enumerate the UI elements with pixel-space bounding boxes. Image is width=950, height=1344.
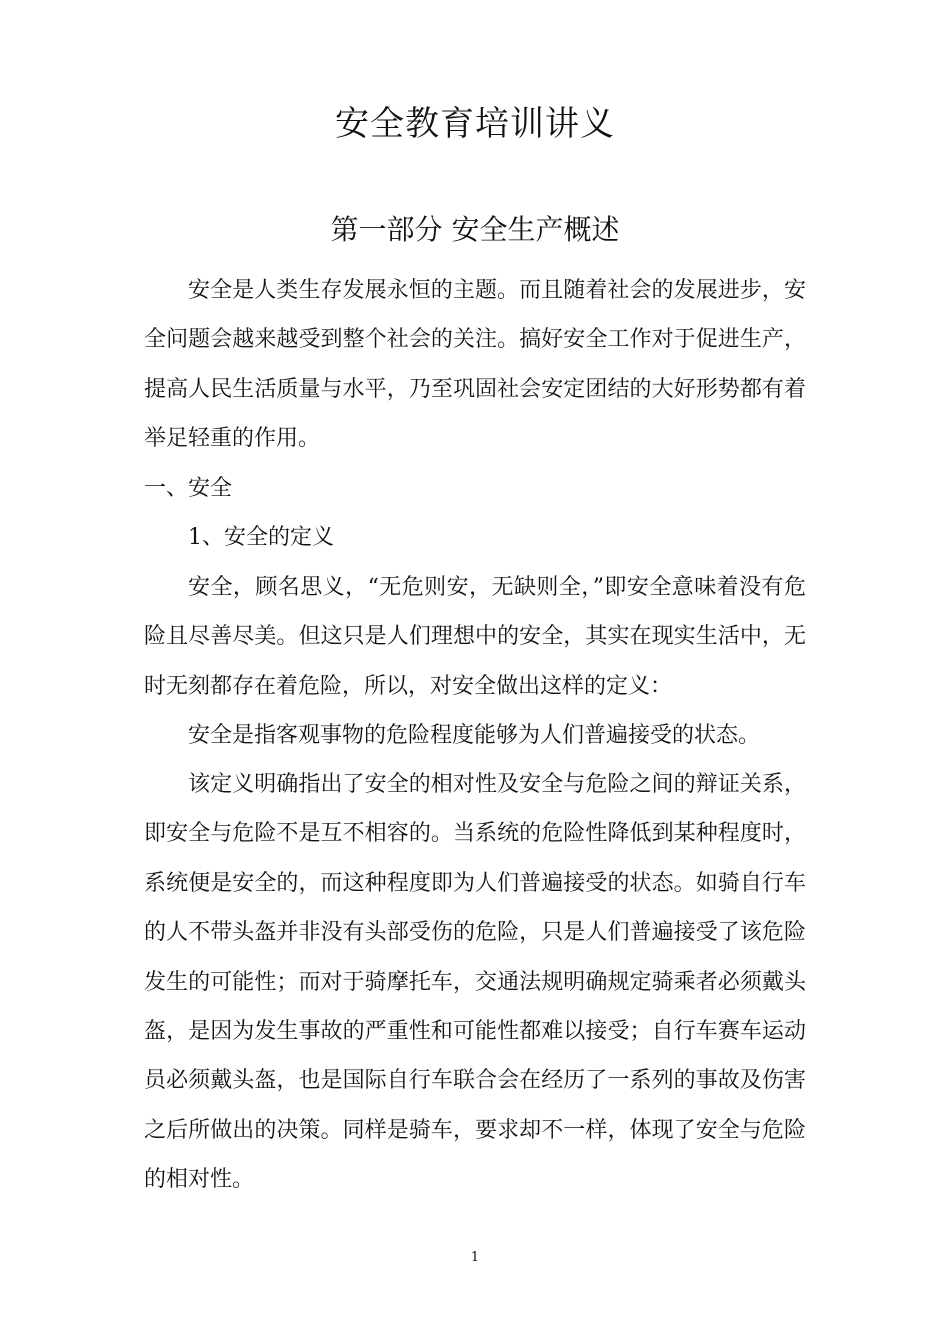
document-title: 安全教育培训讲义	[335, 104, 615, 144]
intro-paragraph: 安全是人类生存发展永恒的主题。而且随着社会的发展进步，安全问题会越来越受到整个社会的关注。搞好安全工作对于促进生产，提高人民生活质量与水平，乃至巩固社会安定团结的大好形势都有着举足轻重的作用。	[144, 278, 806, 452]
relativity-paragraph: 该定义明确指出了安全的相对性及安全与危险之间的辩证关系，即安全与危险不是互不相容的。当系统的危险性降低到某种程度时，系统便是安全的，而这种程度即为人们普遍接受的状态。如骑自行车的人不带头盔并非没有头部受伤的危险，只是人们普遍接受了该危险发生的可能性；而对于骑摩托车，交通法规明确规定骑乘者必须戴头盔，是因为发生事故的严重性和可能性都难以接受；自行车赛车运动员必须戴头盔，也是国际自行车联合会在经历了一系列的事故及伤害之后所做出的决策。同样是骑车，要求却不一样，体现了安全与危险的相对性。	[144, 772, 806, 1193]
heading-safety: 一、安全	[144, 476, 233, 501]
subheading-safety-definition: 1、安全的定义	[188, 525, 334, 550]
definition-statement: 安全是指客观事物的危险程度能够为人们普遍接受的状态。	[188, 723, 761, 748]
definition-paragraph: 安全，顾名思义，“无危则安，无缺则全，”即安全意味着没有危险且尽善尽美。但这只是人们理想中的安全，其实在现实生活中，无时无刻都存在着危险，所以，对安全做出这样的定义：	[144, 575, 806, 699]
page-number: 1	[470, 1250, 480, 1265]
section-title: 第一部分 安全生产概述	[330, 213, 620, 246]
